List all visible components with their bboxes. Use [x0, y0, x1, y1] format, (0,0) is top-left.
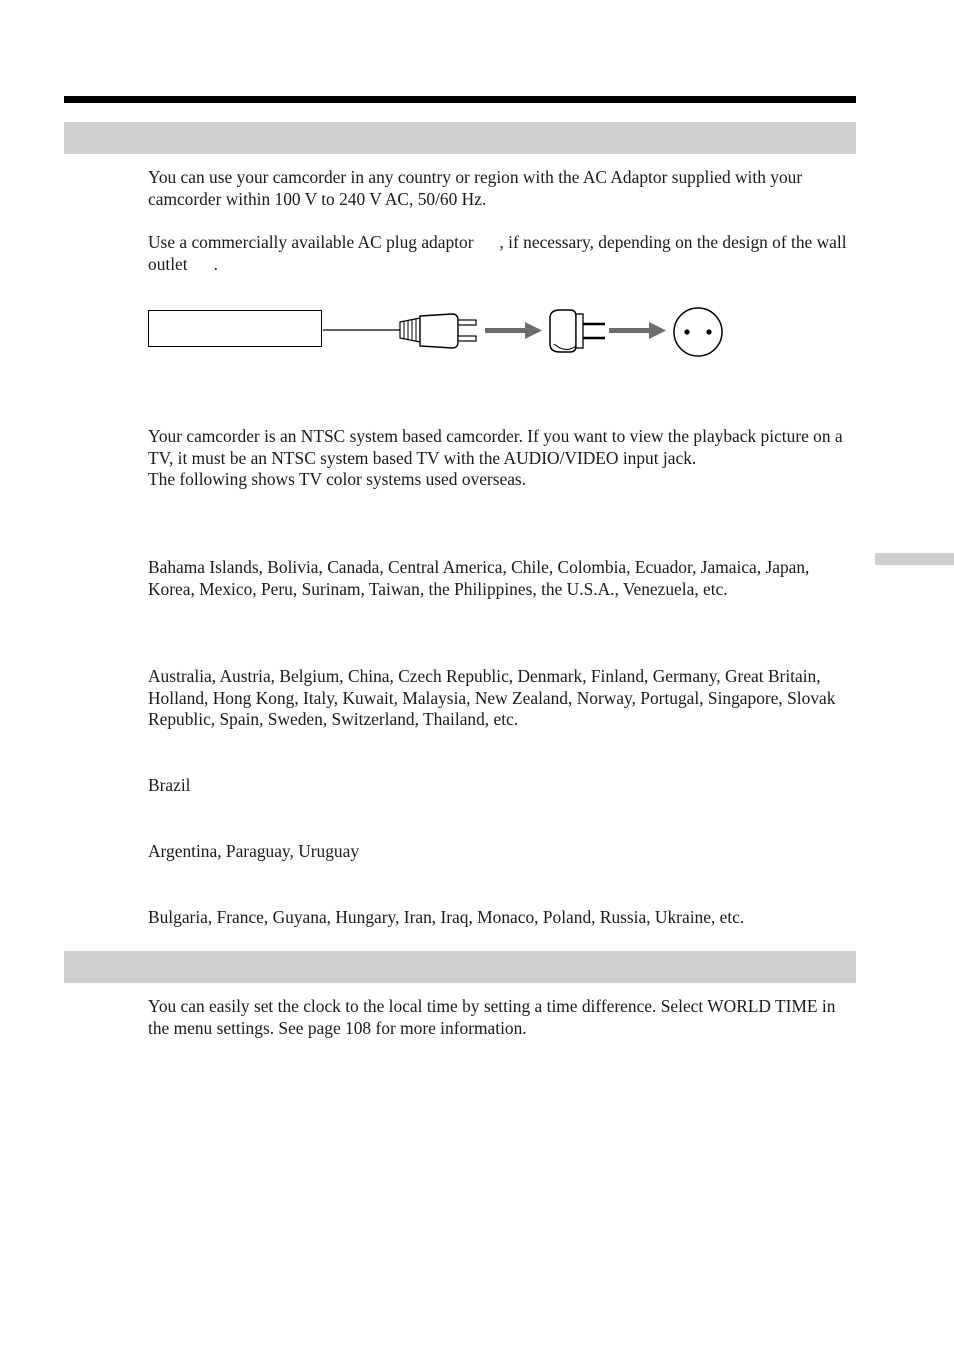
ntsc-intro-2: The following shows TV color systems used overseas. — [148, 469, 527, 490]
ac-plug-icon — [400, 314, 476, 348]
ac-adaptor-box-icon — [148, 310, 322, 347]
side-tab-marker — [875, 553, 954, 565]
wall-outlet-icon — [674, 308, 722, 356]
color-system-countries-4: Argentina, Paraguay, Uruguay — [148, 841, 360, 861]
color-system-countries-1: Bahama Islands, Bolivia, Canada, Central America, Chile, Colombia, Ecuador, Jamaica, Japan, Korea, Mexico, Peru, Surinam, Taiwan, the Philippines, the U.S.A., Venezuela, etc. — [148, 557, 810, 599]
plug-adaptor-icon — [550, 310, 605, 352]
color-system-countries-2: Australia, Austria, Belgium, China, Czech Republic, Denmark, Finland, Germany, Great Britain, Holland, Hong Kong, Italy, Kuwait, Malaysia, New Zealand, Norway, Portugal, Singapore, Slovak Republic, Spain, Sweden, Switzerland, Thailand, etc. — [148, 666, 836, 730]
section-heading-band-power — [64, 122, 856, 154]
ntsc-paragraph — [148, 426, 860, 491]
plug-adaptor-text-2: , if necessary, depending on the design of the wall outlet — [148, 232, 847, 274]
plug-adaptor-text-1: Use a commercially available AC plug adaptor — [148, 232, 474, 252]
color-system-countries-5: Bulgaria, France, Guyana, Hungary, Iran, Iraq, Monaco, Poland, Russia, Ukraine, etc. — [148, 907, 745, 927]
plug-adaptor-text-3: . — [213, 253, 218, 274]
ntsc-intro: Your camcorder is an NTSC system based camcorder. If you want to view the playback picture on a TV, it must be an NTSC system based TV with the AUDIO/VIDEO input jack. — [148, 426, 843, 468]
world-time-paragraph: You can easily set the clock to the local time by setting a time difference. Select WORLD TIME in the menu settings. See page 108 for more information. — [148, 996, 836, 1038]
section-heading-band-clock — [64, 951, 856, 983]
color-system-countries-3: Brazil — [148, 775, 191, 795]
top-rule — [64, 96, 856, 103]
arrow-right-icon-2 — [609, 322, 666, 339]
plug-adaptor-paragraph — [148, 232, 860, 275]
plug-diagram — [320, 300, 730, 364]
arrow-right-icon — [485, 322, 542, 339]
power-paragraph: You can use your camcorder in any country or region with the AC Adaptor supplied with your camcorder within 100 V to 240 V AC, 50/60 Hz. — [148, 167, 803, 209]
